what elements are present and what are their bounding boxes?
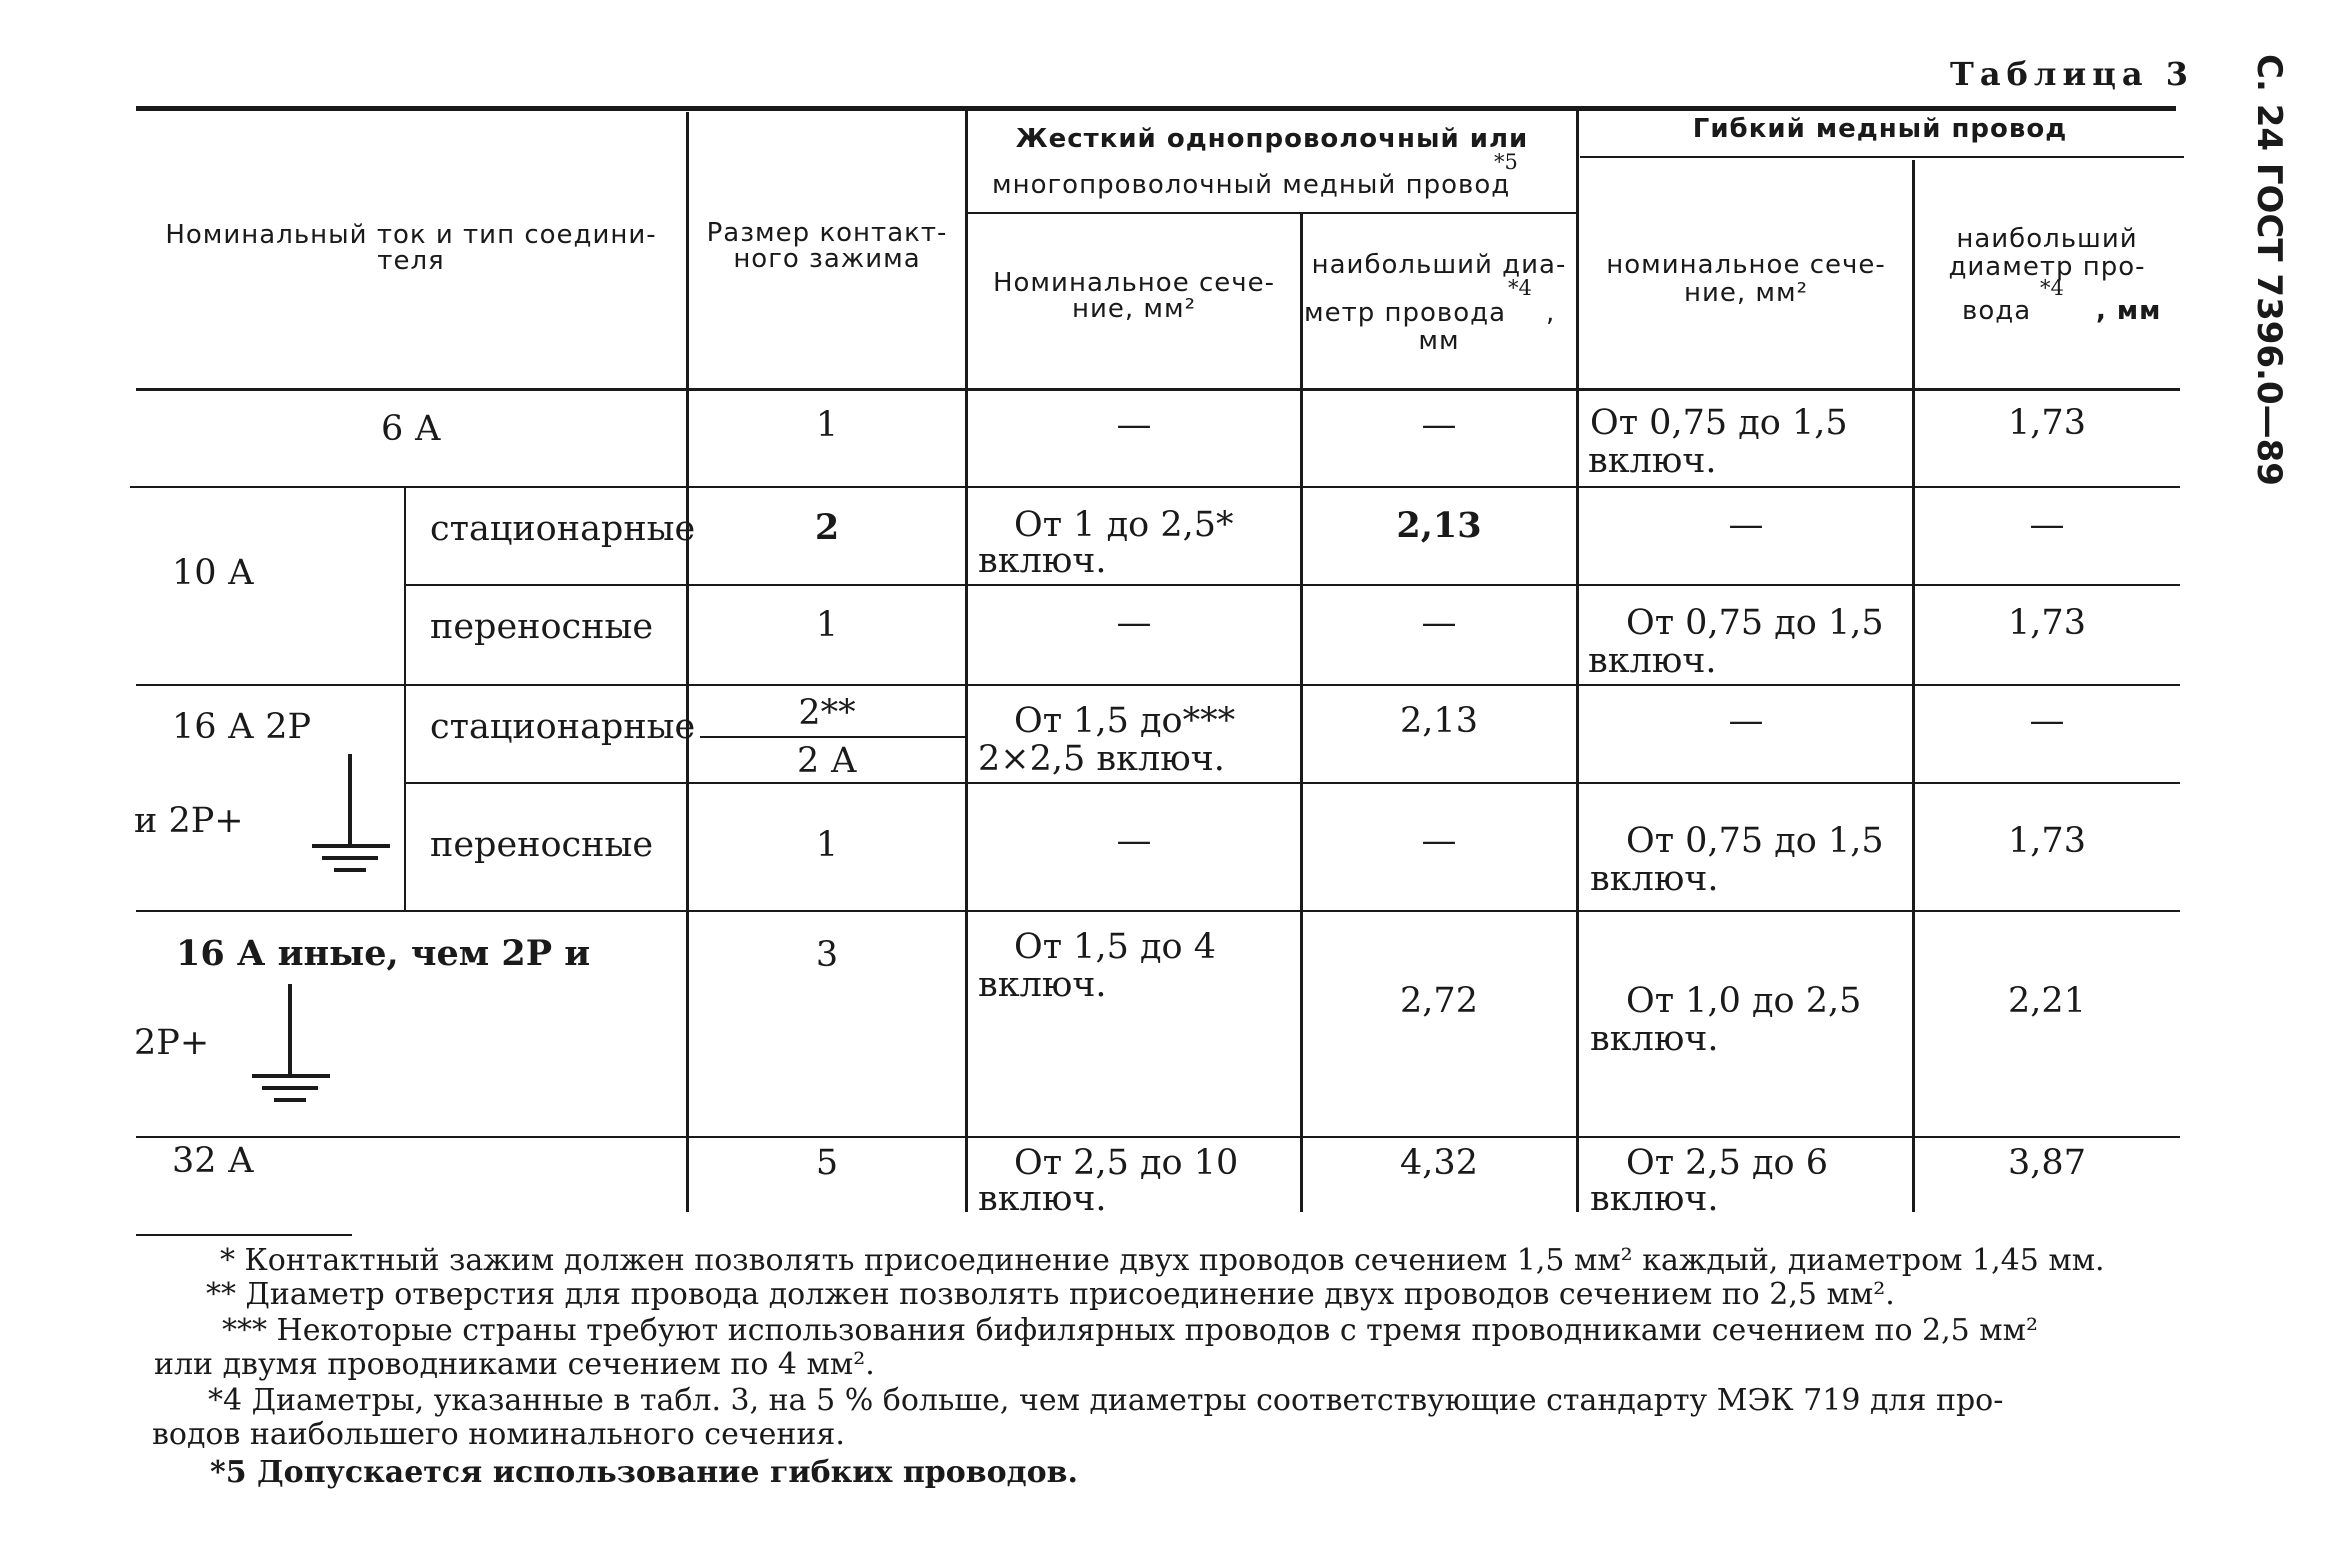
cell-current: 10 А bbox=[172, 553, 255, 593]
cell-flex-diameter: — bbox=[2029, 701, 2065, 741]
footnote-1: * Контактный зажим должен позволять присоединение двух проводов сечением 1,5 мм² каждый, диаметром 1,45 мм. bbox=[220, 1243, 2105, 1278]
ground-symbol-icon bbox=[246, 984, 336, 1108]
cell-rigid-diameter: 2,13 bbox=[1400, 701, 1478, 741]
cell-flex-section-line1: От 0,75 до 1,5 bbox=[1626, 603, 1884, 643]
cell-rigid-section: — bbox=[1116, 603, 1152, 643]
cell-flex-section-line2: включ. bbox=[1590, 1019, 1719, 1059]
footnote-3-line2: или двумя проводниками сечением по 4 мм². bbox=[154, 1347, 875, 1382]
cell-rigid-section-line1: От 1,5 до 4 bbox=[1014, 927, 1216, 967]
cell-flex-section-line2: включ. bbox=[1590, 1179, 1719, 1219]
cell-rigid-section-line2: включ. bbox=[978, 1179, 1107, 1219]
cell-flex-diameter: 1,73 bbox=[2008, 403, 2086, 443]
page-side-title: С. 24 ГОСТ 7396.0—89 bbox=[2249, 54, 2289, 486]
cell-rigid-section-line2: 2×2,5 включ. bbox=[978, 739, 1225, 779]
cell-flex-diameter: — bbox=[2029, 505, 2065, 545]
cell-flex-diameter: 3,87 bbox=[2008, 1143, 2086, 1183]
cell-current: 32 А bbox=[172, 1141, 255, 1181]
header-clamp-line2: ного зажима bbox=[733, 244, 921, 274]
cell-clamp-size-line1: 2** bbox=[798, 693, 856, 733]
cell-rigid-diameter: — bbox=[1421, 821, 1457, 861]
cell-clamp-size-line2: 2 А bbox=[797, 741, 857, 781]
cell-rigid-section-line1: От 2,5 до 10 bbox=[1014, 1143, 1239, 1183]
cell-connector-type: стационарные bbox=[430, 707, 696, 747]
cell-flex-diameter: 2,21 bbox=[2008, 981, 2086, 1021]
subheader-rigid-diameter-line1: наибольший диа- bbox=[1311, 250, 1567, 280]
subheader-rigid-section-line1: Номинальное сече- bbox=[992, 268, 1276, 298]
cell-rigid-section-line2: включ. bbox=[978, 541, 1107, 581]
header-rigid-line1: Жесткий однопроволочный или bbox=[1015, 124, 1529, 154]
header-current-line2: теля bbox=[377, 246, 445, 276]
header-current-line1: Номинальный ток и тип соедини- bbox=[165, 220, 657, 250]
footnote-4-line1: *4 Диаметры, указанные в табл. 3, на 5 % больше, чем диаметры соответствующие стандарту МЭК 719 для про- bbox=[208, 1383, 2004, 1418]
footnote-2: ** Диаметр отверстия для провода должен позволять присоединение двух проводов сечением по 2,5 мм². bbox=[206, 1277, 1895, 1312]
cell-rigid-section: — bbox=[1116, 821, 1152, 861]
cell-clamp-size: 5 bbox=[815, 1143, 839, 1183]
subheader-rigid-diameter-line3: мм bbox=[1418, 326, 1460, 356]
subheader-flex-diameter-line3: вода bbox=[1962, 296, 2032, 326]
cell-clamp-size: 1 bbox=[815, 825, 839, 865]
subheader-rigid-diameter-note: *4 bbox=[1508, 276, 1532, 300]
cell-flex-diameter: 1,73 bbox=[2008, 603, 2086, 643]
subheader-flex-diameter-unit: , мм bbox=[2096, 296, 2162, 326]
subheader-flex-section-line1: номинальное сече- bbox=[1606, 250, 1886, 280]
cell-rigid-diameter: — bbox=[1421, 405, 1457, 445]
cell-rigid-section-line1: От 1 до 2,5* bbox=[1014, 505, 1234, 545]
cell-current-line2: 2Р+ bbox=[134, 1023, 210, 1063]
header-rigid-line2: многопроволочный медный провод bbox=[992, 170, 1511, 200]
cell-flex-section: — bbox=[1728, 701, 1764, 741]
cell-flex-section-line2: включ. bbox=[1590, 859, 1719, 899]
cell-rigid-section: — bbox=[1116, 405, 1152, 445]
cell-flex-diameter: 1,73 bbox=[2008, 821, 2086, 861]
cell-clamp-size: 2 bbox=[814, 507, 840, 548]
cell-flex-section-line2: включ. bbox=[1588, 641, 1717, 681]
subheader-rigid-section-line2: ние, мм² bbox=[1071, 294, 1197, 324]
cell-current-line1: 16 А иные, чем 2Р и bbox=[176, 933, 591, 974]
table-label: Таблица 3 bbox=[1950, 55, 2194, 93]
footnote-5: *5 Допускается использование гибких проводов. bbox=[210, 1455, 1078, 1490]
cell-current-line2: и 2Р+ bbox=[134, 801, 244, 841]
cell-flex-section-line1: От 2,5 до 6 bbox=[1626, 1143, 1828, 1183]
header-rigid-note: *5 bbox=[1494, 150, 1518, 174]
cell-rigid-diameter: — bbox=[1421, 603, 1457, 643]
cell-rigid-diameter: 2,72 bbox=[1400, 981, 1478, 1021]
subheader-flex-diameter-line1: наибольший bbox=[1956, 224, 2138, 254]
ground-symbol-icon bbox=[306, 754, 396, 878]
cell-clamp-size: 3 bbox=[815, 935, 839, 975]
cell-connector-type: переносные bbox=[430, 607, 654, 647]
subheader-flex-section-line2: ние, мм² bbox=[1683, 278, 1809, 308]
column-header-flexible-wire: Гибкий медный провод bbox=[1692, 114, 2068, 144]
subheader-rigid-diameter-comma: , bbox=[1546, 298, 1556, 328]
cell-clamp-size: 1 bbox=[815, 605, 839, 645]
subheader-flex-diameter-note: *4 bbox=[2040, 276, 2064, 300]
cell-clamp-size: 1 bbox=[815, 405, 839, 445]
cell-rigid-diameter: 2,13 bbox=[1396, 505, 1482, 546]
cell-flex-section-line1: От 0,75 до 1,5 bbox=[1590, 403, 1848, 443]
footnote-divider bbox=[136, 1234, 352, 1236]
cell-rigid-section-line1: От 1,5 до*** bbox=[1014, 701, 1236, 741]
header-clamp-line1: Размер контакт- bbox=[706, 218, 948, 248]
footnote-4-line2: водов наибольшего номинального сечения. bbox=[152, 1417, 845, 1452]
cell-rigid-diameter: 4,32 bbox=[1400, 1143, 1478, 1183]
cell-connector-type: переносные bbox=[430, 825, 654, 865]
subheader-flex-diameter-line2: диаметр про- bbox=[1948, 252, 2146, 282]
cell-current-line1: 16 А 2Р bbox=[172, 707, 312, 747]
subheader-rigid-diameter-line2: метр провода bbox=[1304, 298, 1507, 328]
cell-flex-section-line1: От 0,75 до 1,5 bbox=[1626, 821, 1884, 861]
cell-rigid-section-line2: включ. bbox=[978, 965, 1107, 1005]
cell-current: 6 А bbox=[381, 409, 441, 449]
cell-connector-type: стационарные bbox=[430, 509, 696, 549]
cell-flex-section: — bbox=[1728, 505, 1764, 545]
cell-flex-section-line1: От 1,0 до 2,5 bbox=[1626, 981, 1862, 1021]
cell-flex-section-line2: включ. bbox=[1588, 441, 1717, 481]
footnote-3-line1: *** Некоторые страны требуют использования бифилярных проводов с тремя проводниками сечением по 2,5 мм² bbox=[222, 1313, 2038, 1348]
